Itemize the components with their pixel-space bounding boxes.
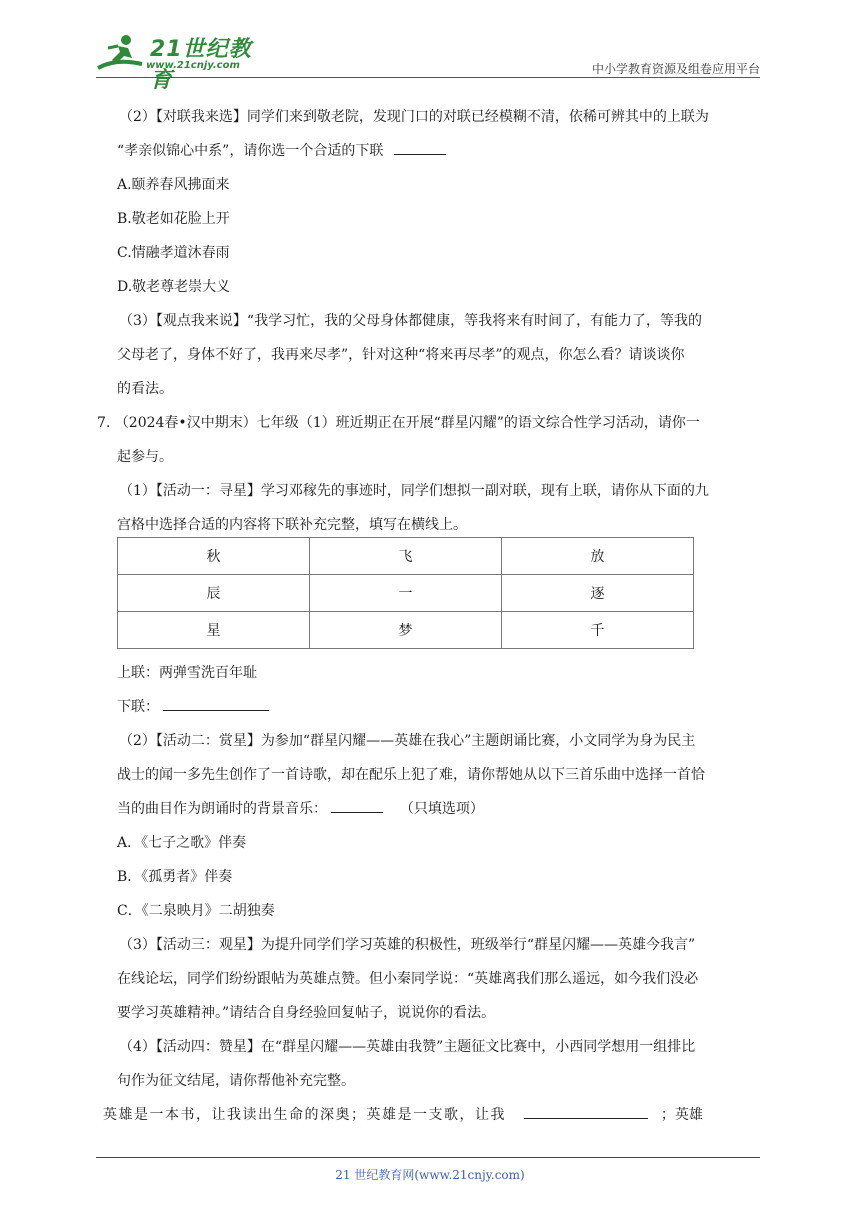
logo-text: 21世纪教育 xyxy=(150,37,252,93)
q7-activity2-line2: 战士的闻一多先生创作了一首诗歌，却在配乐上犯了难，请你帮她从以下三首乐曲中选择一首恰 xyxy=(117,767,705,783)
logo-url: www.21cnjy.com xyxy=(146,60,240,71)
option-a: A.颐养春风拂面来 xyxy=(117,177,230,193)
music-option-b: B．《孤勇者》伴奏 xyxy=(117,869,233,885)
option-d: D.敬老尊老崇大义 xyxy=(117,279,231,295)
page-footer: 21 世纪教育网(www.21cnjy.com) xyxy=(335,1168,525,1182)
platform-name: 中小学教育资源及组卷应用平台 xyxy=(591,62,760,76)
answer-blank[interactable] xyxy=(524,1104,648,1119)
option-b: B.敬老如花脸上开 xyxy=(117,211,230,227)
music-option-a: A．《七子之歌》伴奏 xyxy=(117,835,247,851)
upper-couplet: 上联：两弹雪洗百年耻 xyxy=(117,665,257,681)
q7-activity1-line1: （1）【活动一：寻星】学习邓稼先的事迹时，同学们想拟一副对联，现有上联，请你从下面的九 xyxy=(119,483,709,499)
answer-blank[interactable] xyxy=(163,696,269,711)
grid-cell: 飞 xyxy=(310,538,502,575)
q6-part3-line1: （3）【观点我来说】“我学习忙，我的父母身体都健康，等我将来有时间了，有能力了，等我的 xyxy=(119,313,703,329)
q7-activity1-line2: 宫格中选择合适的内容将下联补充完整，填写在横线上。 xyxy=(117,517,467,533)
grid-cell: 千 xyxy=(502,612,694,649)
grid-cell: 秋 xyxy=(118,538,310,575)
header-divider xyxy=(96,77,760,78)
grid-cell: 逐 xyxy=(502,575,694,612)
q7-intro-line2: 起参与。 xyxy=(117,449,173,465)
grid-row xyxy=(118,612,694,649)
answer-blank[interactable] xyxy=(331,798,383,813)
grid-cell: 梦 xyxy=(310,612,502,649)
q7-activity3-line2: 在线论坛，同学们纷纷跟帖为英雄点赞。但小秦同学说：“英雄离我们那么遥远，如今我们没必 xyxy=(117,971,699,987)
q7-activity3-line3: 要学习英雄精神。”请结合自身经验回复帖子，说说你的看法。 xyxy=(117,1005,496,1021)
option-c: C.情融孝道沐春雨 xyxy=(117,245,230,261)
q6-part2-line2 xyxy=(117,140,446,160)
grid-row xyxy=(118,538,694,575)
q6-part2-line1: （2）【对联我来选】同学们来到敬老院，发现门口的对联已经模糊不清，依稀可辨其中的上联为 xyxy=(119,109,709,125)
q7-activity2-line3 xyxy=(117,798,484,818)
q7-activity2-text: 当的曲目作为朗诵时的背景音乐： xyxy=(117,801,327,817)
lower-couplet xyxy=(117,696,269,716)
grid-row xyxy=(118,575,694,612)
grid-cell: 一 xyxy=(310,575,502,612)
grid-cell: 星 xyxy=(118,612,310,649)
q7-activity2-line1: （2）【活动二：赏星】为参加“群星闪耀——英雄在我心”主题朗诵比赛，小文同学为身为民主 xyxy=(119,733,696,749)
q7-activity4-line3 xyxy=(103,1104,703,1124)
q7-activity4-line2: 句作为征文结尾，请你帮他补充完整。 xyxy=(117,1073,355,1089)
q7-activity4-text: 英雄是一本书，让我读出生命的深奥；英雄是一支歌，让我 xyxy=(103,1107,506,1123)
grid-cell: 放 xyxy=(502,538,694,575)
q6-part2-text: “孝亲似锦心中系”，请你选一个合适的下联 xyxy=(117,143,384,159)
q7-activity4-line1: （4）【活动四：赞星】在“群星闪耀——英雄由我赞”主题征文比赛中，小西同学想用一组排比 xyxy=(119,1039,696,1055)
nine-grid-table xyxy=(117,537,694,649)
q7-activity4-tail: ；英雄 xyxy=(660,1107,703,1123)
page-header xyxy=(96,30,760,93)
lower-couplet-label: 下联： xyxy=(117,699,159,715)
q6-part3-line2: 父母老了，身体不好了，我再来尽孝”，针对这种“将来再尽孝”的观点，你怎么看？请谈谈你 xyxy=(117,347,685,363)
grid-cell: 辰 xyxy=(118,575,310,612)
q7-activity2-note: （只填选项） xyxy=(399,801,484,817)
site-logo xyxy=(96,30,266,93)
q6-part3-line3: 的看法。 xyxy=(117,381,173,397)
music-option-c: C．《二泉映月》二胡独奏 xyxy=(117,903,275,919)
q7-intro-line1: 7. （2024春•汉中期末）七年级（1）班近期正在开展“群星闪耀”的语文综合性学习活动，请你一 xyxy=(97,415,700,431)
footer-divider xyxy=(96,1157,760,1158)
answer-blank[interactable] xyxy=(394,140,446,155)
runner-logo-icon xyxy=(96,34,146,74)
q7-activity3-line1: （3）【活动三：观星】为提升同学们学习英雄的积极性，班级举行“群星闪耀——英雄今我言” xyxy=(119,937,696,953)
